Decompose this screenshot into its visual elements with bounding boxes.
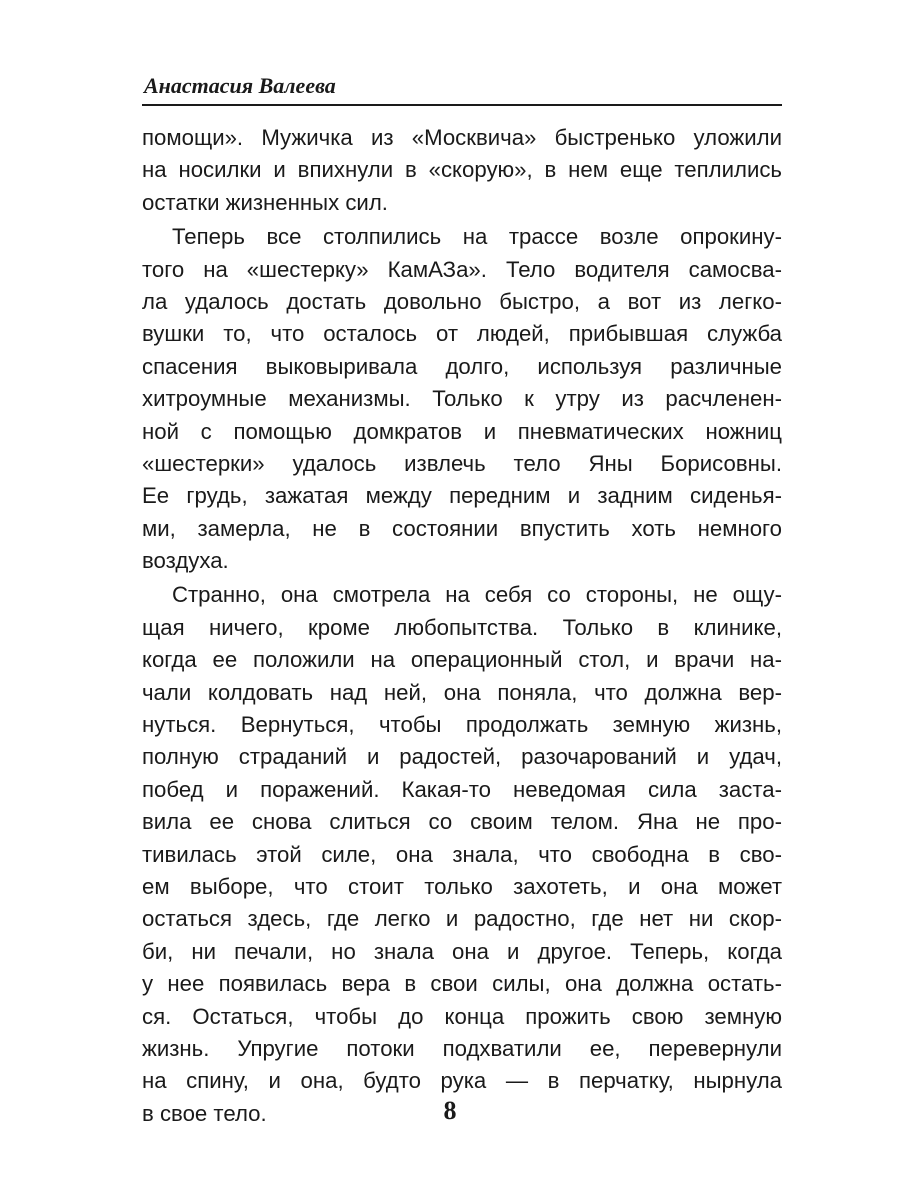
paragraph <box>142 221 782 577</box>
text-line: ной с помощью домкратов и пневматических ножниц <box>142 418 782 444</box>
text-line: щая ничего, кроме любопытства. Только в клинике, <box>142 614 782 640</box>
text-line: ла удалось достать довольно быстро, а вот из легко- <box>142 288 782 314</box>
text-line: воздуха. <box>142 548 229 574</box>
text-line: полную страданий и радостей, разочарований и удач, <box>142 744 782 770</box>
text-line: Ее грудь, зажатая между передним и задним сиденья- <box>142 483 782 509</box>
text-line: у нее появилась вера в свои силы, она должна остать- <box>142 971 782 997</box>
text-line: Странно, она смотрела на себя со стороны, не ощу- <box>172 582 782 608</box>
text-line: Теперь все столпились на трассе возле опрокину- <box>172 224 782 250</box>
text-line: остатки жизненных сил. <box>142 189 388 215</box>
running-head-author: Анастасия Валеева <box>144 73 336 98</box>
text-line: ми, замерла, не в состоянии впустить хоть немного <box>142 515 782 541</box>
text-line: на спину, и она, будто рука — в перчатку, нырнула <box>142 1068 782 1094</box>
text-line: ся. Остаться, чтобы до конца прожить свою земную <box>142 1003 782 1029</box>
text-line: вушки то, что осталось от людей, прибывшая служба <box>142 321 782 347</box>
text-line: того на «шестерку» КамАЗа». Тело водителя самосва- <box>142 256 782 282</box>
paragraph <box>142 579 782 1130</box>
text-line: побед и поражений. Какая-то неведомая сила заста- <box>142 776 782 802</box>
text-line: чали колдовать над ней, она поняла, что должна вер- <box>142 679 782 705</box>
text-line: тивилась этой силе, она знала, что свободна в сво- <box>142 841 782 867</box>
text-line: в свое тело. <box>142 1100 267 1126</box>
book-page <box>142 72 782 1132</box>
text-line: когда ее положили на операционный стол, и врачи на- <box>142 647 782 673</box>
text-line: жизнь. Упругие потоки подхватили ее, перевернули <box>142 1035 782 1061</box>
text-line: спасения выковыривала долго, используя различные <box>142 353 782 379</box>
text-line: ем выборе, что стоит только захотеть, и она может <box>142 873 782 899</box>
header-rule <box>142 104 782 106</box>
text-line: на носилки и впихнули в «скорую», в нем еще теплились <box>142 157 782 183</box>
paragraph <box>142 122 782 219</box>
page-number: 8 <box>443 1096 457 1125</box>
body-text <box>142 122 782 1130</box>
text-line: вила ее снова слиться со своим телом. Яна не про- <box>142 809 782 835</box>
text-line: остаться здесь, где легко и радостно, где нет ни скор- <box>142 906 782 932</box>
text-line: «шестерки» удалось извлечь тело Яны Борисовны. <box>142 450 782 476</box>
text-line: помощи». Мужичка из «Москвича» быстренько уложили <box>142 125 782 150</box>
text-line: би, ни печали, но знала она и другое. Теперь, когда <box>142 938 782 964</box>
text-line: нуться. Вернуться, чтобы продолжать земную жизнь, <box>142 712 782 738</box>
text-line: хитроумные механизмы. Только к утру из расчленен- <box>142 386 782 412</box>
